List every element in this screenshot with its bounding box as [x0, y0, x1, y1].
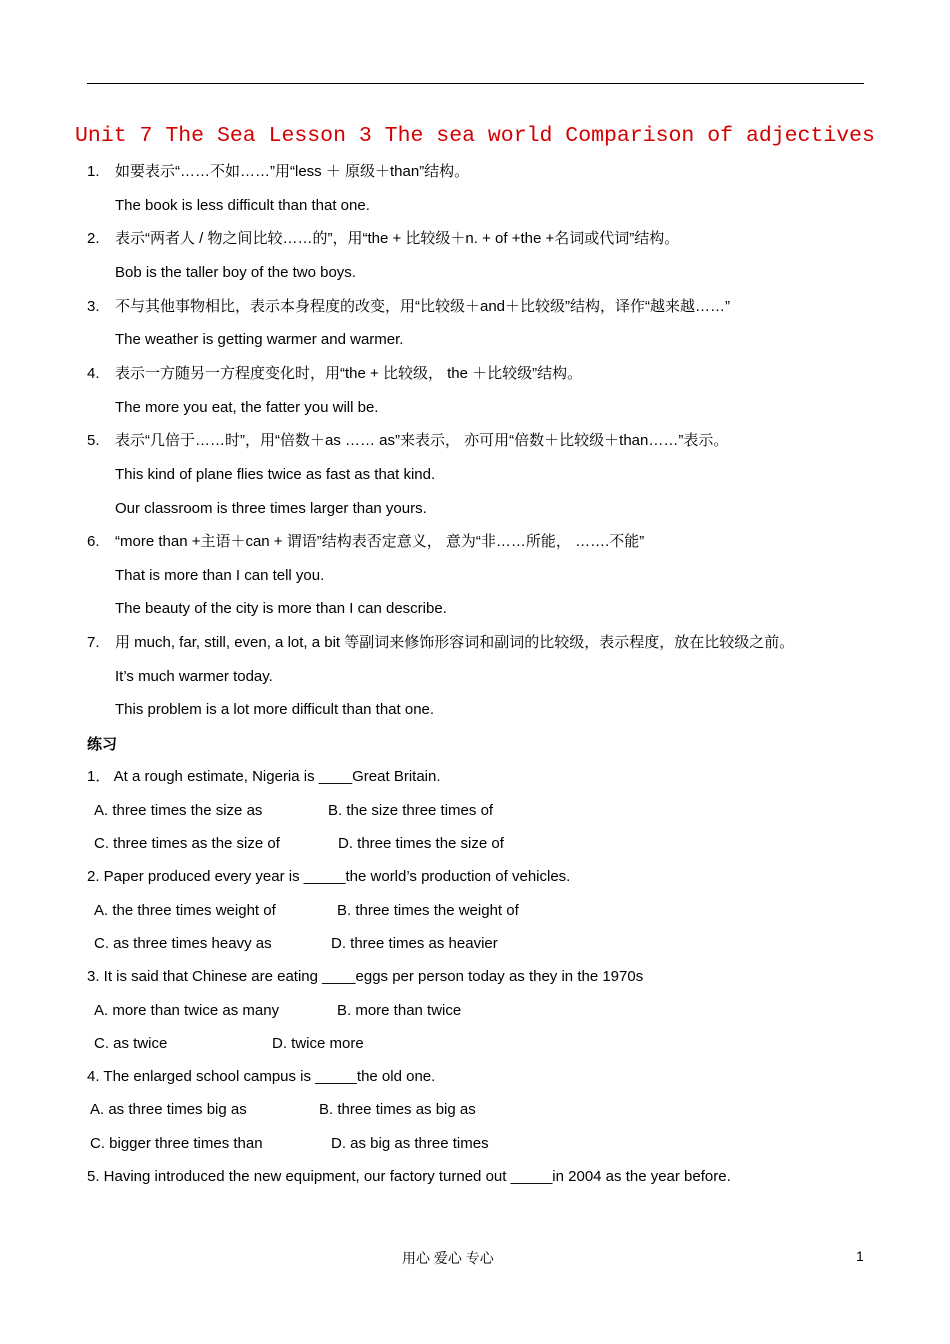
document-title: Unit 7 The Sea Lesson 3 The sea world Comparison of adjectives — [75, 124, 875, 148]
exercise-option: A. more than twice as many — [94, 1002, 280, 1019]
rule-text: 表示一方随另一方程度变化时，用“the + 比较级， the ＋比较级”结构。 — [115, 365, 583, 382]
rule-example: Our classroom is three times larger than yours. — [115, 500, 427, 517]
exercise-question: 3. It is said that Chinese are eating ____eggs per person today as they in the 1970s — [87, 968, 644, 985]
exercise-option: C. as three times heavy as — [94, 935, 272, 952]
exercise-option: D. twice more — [272, 1035, 364, 1052]
rule-text: 表示“两者人 / 物之间比较……的”，用“the + 比较级＋n. + of +the +名词或代词”结构。 — [115, 230, 680, 247]
exercise-option: B. the size three times of — [328, 802, 494, 819]
exercise-heading: 练习 — [87, 736, 118, 753]
rule-example: This problem is a lot more difficult than that one. — [115, 701, 435, 718]
rule-number: 1. — [87, 163, 100, 180]
rule-number: 7. — [87, 634, 100, 651]
exercise-option: D. three times as heavier — [331, 935, 498, 952]
exercise-option: B. more than twice — [337, 1002, 462, 1019]
exercise-option: B. three times the weight of — [337, 902, 519, 919]
rule-text: 如要表示“……不如……”用“less ＋ 原级＋than”结构。 — [115, 163, 470, 180]
rule-number: 2. — [87, 230, 100, 247]
rule-text: “more than +主语＋can + 谓语”结构表否定意义， 意为“非……所能， …….不能” — [115, 533, 645, 550]
rule-example: The book is less difficult than that one. — [115, 197, 370, 214]
exercise-option: D. three times the size of — [338, 835, 504, 852]
rule-number: 5. — [87, 432, 100, 449]
exercise-option: C. three times as the size of — [94, 835, 280, 852]
rule-text: 表示“几倍于……时”，用“倍数＋as …… as”来表示， 亦可用“倍数＋比较级＋than……”表示。 — [115, 432, 729, 449]
exercise-question: 5. Having introduced the new equipment, our factory turned out _____in 2004 as the year before. — [87, 1168, 731, 1185]
exercise-option: A. three times the size as — [94, 802, 263, 819]
rule-number: 4. — [87, 365, 100, 382]
exercise-option: B. three times as big as — [319, 1101, 476, 1118]
rule-number: 3. — [87, 298, 100, 315]
rule-number: 6. — [87, 533, 100, 550]
rule-example: Bob is the taller boy of the two boys. — [115, 264, 356, 281]
exercise-option: A. as three times big as — [90, 1101, 247, 1118]
rule-example: It’s much warmer today. — [115, 668, 273, 685]
exercise-option: C. bigger three times than — [90, 1135, 263, 1152]
rule-example: That is more than I can tell you. — [115, 567, 325, 584]
exercise-option: A. the three times weight of — [94, 902, 276, 919]
page-number: 1 — [856, 1248, 864, 1264]
rule-text: 不与其他事物相比，表示本身程度的改变，用“比较级＋and＋比较级”结构，译作“越来越……” — [115, 298, 731, 315]
rule-text: 用 much, far, still, even, a lot, a bit 等副词来修饰形容词和副词的比较级，表示程度，放在比较级之前。 — [115, 634, 795, 651]
exercise-question: 1． At a rough estimate, Nigeria is ____Great Britain. — [87, 768, 441, 785]
exercise-option: D. as big as three times — [331, 1135, 489, 1152]
rule-example: This kind of plane flies twice as fast as that kind. — [115, 466, 436, 483]
exercise-option: C. as twice — [94, 1035, 168, 1052]
rule-example: The beauty of the city is more than I can describe. — [115, 600, 447, 617]
rule-example: The weather is getting warmer and warmer. — [115, 331, 404, 348]
rule-example: The more you eat, the fatter you will be. — [115, 399, 379, 416]
exercise-question: 2. Paper produced every year is _____the world’s production of vehicles. — [87, 868, 571, 885]
footer-motto: 用心 爱心 专心 — [402, 1250, 494, 1266]
header-rule — [87, 83, 864, 84]
exercise-question: 4. The enlarged school campus is _____the old one. — [87, 1068, 436, 1085]
